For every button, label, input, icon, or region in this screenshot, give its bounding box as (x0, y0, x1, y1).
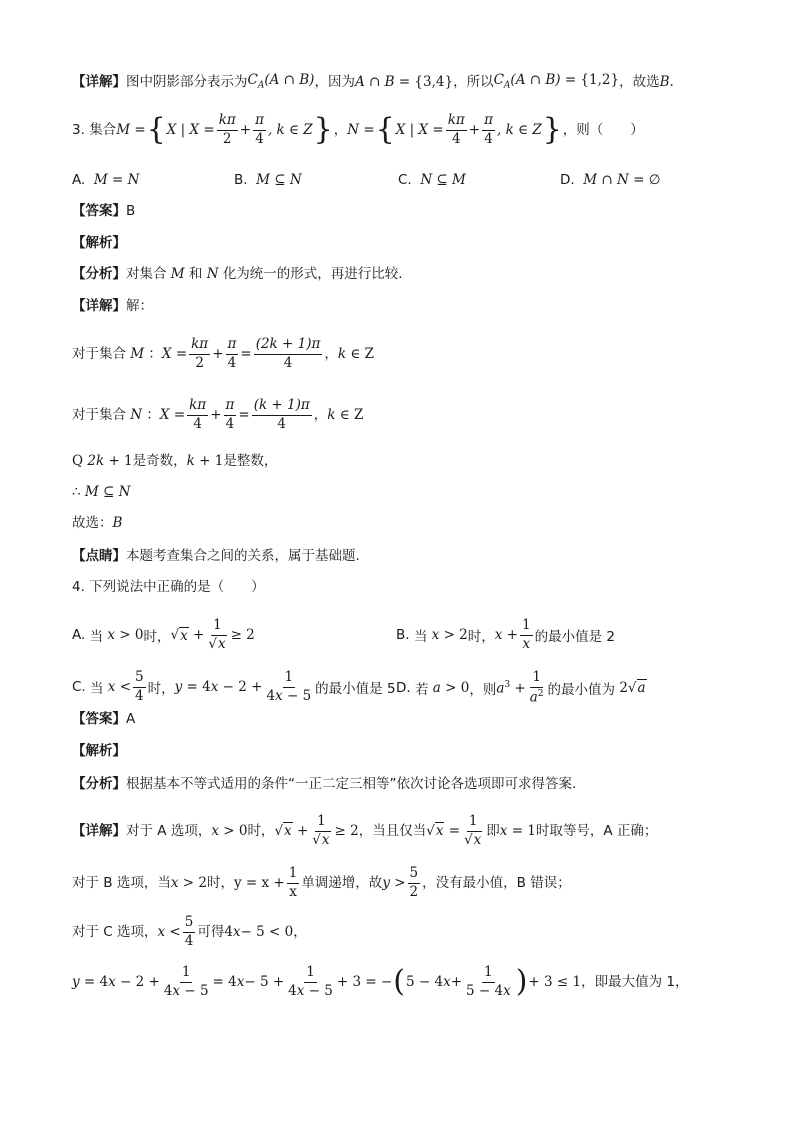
q3-option-d: D. M ∩ N = ∅ (560, 172, 661, 188)
q4-option-a: A. 当 x > 0 时， √ x + $\frac{1}{√x}$ ≥ 2 (72, 617, 255, 652)
text: ，则（ ） (562, 121, 644, 138)
q4-detail-c-derivation: y = 4x − 2 + $\frac{1}{4x - 5}$ = 4 x − 5 + $\frac{1}{4x - 5}$ + 3 = − ( 5 − 4 x + $\frac{1}{5 - 4x}$ ) + 3 ≤ 1 ，即最大值为 1， (72, 964, 689, 1000)
q3-statement: 3. 集合 M = { X | X = $\frac{k\pi}{2}$ + $\frac{\pi}{4}$ , k ∈ Z } ， N = { X | X = $\frac{k\pi}{4}$ + $\frac{\pi}{4}$ , k ∈ Z } ，则（ ） (72, 112, 644, 148)
q3-option-c: C. N ⊆ M (398, 172, 466, 188)
q3-for-n: 对于集合 N ：X = $\frac{k\pi}{4}$ + $\frac{\pi}{4}$ = $\frac{(k + 1)\pi}{4}$ ， k ∈ Z (72, 397, 364, 432)
q3-therefore-line: ∴ M ⊆ N (72, 484, 131, 500)
detail-label: 【详解】 (72, 73, 126, 90)
math-complement: $C_A(A$ ∩ B) (247, 72, 315, 91)
q3-detail-line: 【详解】 解： (72, 298, 153, 314)
text: 集合 (89, 121, 117, 138)
q3-odd-line: Q 2k + 1 是奇数， k + 1 是整数， (72, 453, 278, 469)
q3-analysis-line: 【解析】 (72, 235, 126, 251)
text: ，故选 (619, 73, 660, 90)
q3-dianjing-line: 【点睛】 本题考查集合之间的关系，属于基础题. (72, 548, 360, 564)
q4-detail-a: 【详解】 对于 A 选项， x > 0 时， √ x + $\frac{1}{√x}$ ≥ 2 ，当且仅当 √ x = $\frac{1}{√x}$ 即 x = 1 时取等号，A 正确； (72, 813, 658, 848)
text: ，因为 (314, 73, 355, 90)
math-set-n: N = (347, 121, 375, 138)
text: ，所以 (453, 73, 494, 90)
q4-detail-c: 对于 C 选项， x < $\frac{5}{4}$ 可得 4 x − 5 < 0 ， (72, 914, 307, 949)
text: 图中阴影部分表示为 (126, 73, 248, 90)
q3-choose-line: 故选： B (72, 515, 123, 531)
text: ， (333, 121, 348, 138)
answer-value: B (126, 203, 136, 219)
q4-option-c: C. 当 x < $\frac{5}{4}$ 时， y = 4x − 2 + $\frac{1}{4x - 5}$ 的最小值是 5 (72, 669, 396, 704)
q4-fenxi-line: 【分析】 根据基本不等式适用的条件“一正二定三相等”依次讨论各选项即可求得答案. (72, 776, 577, 792)
q3-option-b: B. M ⊆ N (234, 172, 302, 188)
q4-statement: 4. 下列说法中正确的是（ ） (72, 579, 265, 595)
q3-for-m: 对于集合 M ：X = $\frac{k\pi}{2}$ + $\frac{\pi}{4}$ = $\frac{(2k + 1)\pi}{4}$ ， k ∈ Z (72, 336, 375, 371)
q4-detail-b: 对于 B 选项，当 x > 2 时， y = x + $\frac{1}{x}$ 单调递增，故 y > $\frac{5}{2}$ ，没有最小值，B 错误； (72, 865, 571, 900)
q4-analysis-line: 【解析】 (72, 743, 126, 759)
q3-option-a: A. M = N (72, 172, 140, 188)
q4-option-d: D. 若 a > 0 ，则 $a^3$ + $\frac{1}{a^2}$ 的最小值为 2√ a (396, 669, 646, 706)
q3-answer-line: 【答案】 B (72, 203, 136, 219)
q4-option-b: B. 当 x > 2 时， x + $\frac{1}{x}$ 的最小值是 2 (396, 617, 615, 652)
math-complement-result: $C_A(A$ ∩ B) = {1,2} (493, 72, 620, 91)
q3-fenxi-line: 【分析】 对集合 M 和 N 化为统一的形式，再进行比较. (72, 266, 403, 282)
q4-answer-line: 【答案】 A (72, 711, 136, 727)
question-number: 3. (72, 121, 85, 138)
detail-prev-line: 【详解】 图中阴影部分表示为 $C_A(A$ ∩ B) ，因为 A ∩ B = {3,4} ，所以 $C_A(A$ ∩ B) = {1,2} ，故选 B . (72, 72, 674, 91)
math-set-m: M = (116, 121, 146, 138)
math-choice: B (659, 73, 670, 90)
math-intersection: A ∩ B = {3,4} (354, 73, 454, 90)
